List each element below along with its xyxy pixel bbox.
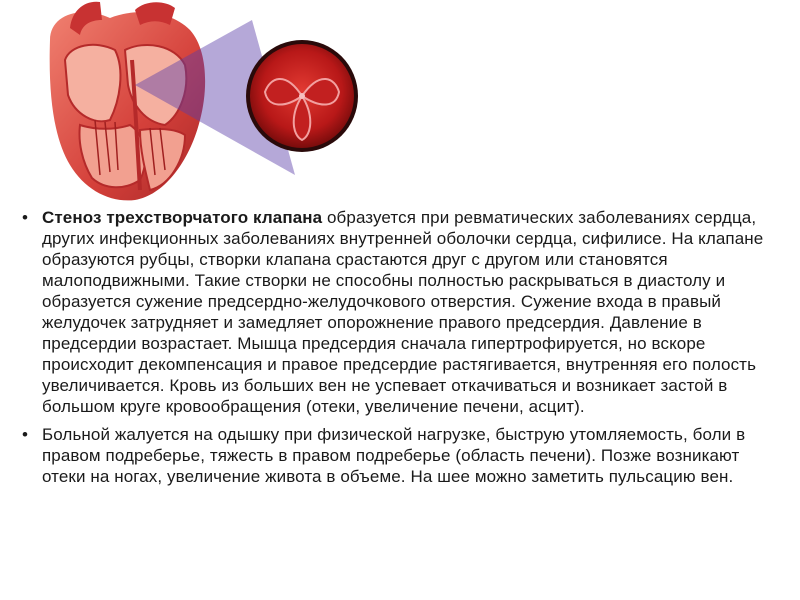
item1-text: образуется при ревматических заболеваниях сердца, других инфекционных заболеваниях внутренней оболочки сердца, сифилисе. На клапане образуются рубцы, створки клапана срастаются друг с другом или становятся малоподвижными. Такие створки не способны полностью раскрываться в диастолу и образуется сужение предсердно-желудочкового отверстия. Сужение входа в правый желудочек затрудняет и замедляет опорожнение правого предсердия. Давление в предсердии возрастает. Мышца предсердия сначала гипертрофируется, но вскоре происходит декомпенсация и правое предсердие растягивается, внутренняя его полость увеличивается. Кровь из больших вен не успевает откачиваться и возникает застой в большом круге кровообращения (отеки, увеличение печени, асцит). <box>42 208 764 416</box>
item2-text: Больной жалуется на одышку при физической нагрузке, быструю утомляемость, боли в правом подреберье, тяжесть в правом подреберье (область печени). Позже возникают отеки на ногах, увеличение живота в объеме. На шее можно заметить пульсацию вен. <box>42 425 746 486</box>
bullet-list <box>22 207 782 487</box>
heart-tricuspid-valve-icon <box>40 0 360 205</box>
bullet-marker: • <box>22 208 29 227</box>
bullet-marker: • <box>22 425 29 444</box>
heart-valve-illustration <box>40 0 360 205</box>
term-tricuspid-stenosis: Стеноз трехстворчатого клапана <box>42 208 323 227</box>
list-item <box>22 424 782 487</box>
main-text <box>22 207 782 494</box>
list-item <box>22 207 782 417</box>
